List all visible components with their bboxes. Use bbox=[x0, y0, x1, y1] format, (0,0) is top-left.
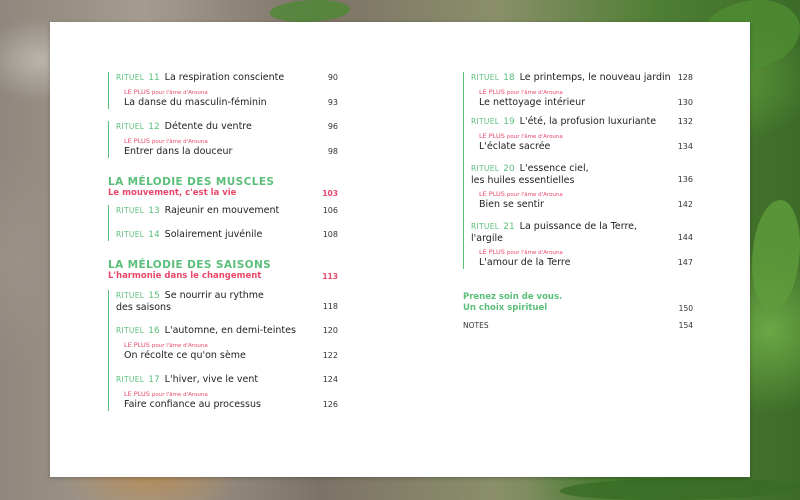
toc-subline[interactable] bbox=[116, 97, 338, 109]
page-number: 108 bbox=[322, 230, 338, 239]
page-number: 124 bbox=[322, 375, 338, 384]
book-spread-table-of-contents bbox=[50, 22, 750, 477]
rituel-keyword: RITUEL bbox=[471, 222, 500, 231]
toc-line[interactable] bbox=[471, 116, 693, 128]
toc-line[interactable] bbox=[116, 72, 338, 84]
rituel-title: L'essence ciel, bbox=[519, 163, 589, 174]
rituel-title: L'hiver, vive le vent bbox=[164, 374, 259, 385]
page-number: 150 bbox=[678, 304, 693, 313]
closing-entry[interactable] bbox=[463, 292, 693, 314]
toc-line[interactable] bbox=[471, 163, 693, 186]
rituel-number: 16 bbox=[148, 326, 160, 336]
page-number: 103 bbox=[322, 189, 338, 198]
page-number: 106 bbox=[322, 206, 338, 215]
toc-subline[interactable] bbox=[471, 257, 693, 269]
rituel-title: Se nourrir au rythme bbox=[164, 290, 264, 301]
subentry-title: Le nettoyage intérieur bbox=[479, 97, 586, 108]
page-number: 134 bbox=[677, 142, 693, 151]
subentry-title: Entrer dans la douceur bbox=[124, 146, 233, 157]
page-number: 118 bbox=[322, 302, 338, 311]
background-photo-leaf bbox=[752, 200, 800, 310]
page-number: 96 bbox=[327, 122, 338, 131]
closing-title: Prenez soin de vous. bbox=[463, 292, 563, 302]
page-number: 113 bbox=[322, 272, 338, 281]
page-number: 120 bbox=[322, 326, 338, 335]
rituel-number: 18 bbox=[503, 73, 515, 83]
page-number: 93 bbox=[327, 98, 338, 107]
le-plus-label: LE PLUS pour l'âme d'Arouna bbox=[124, 137, 208, 145]
rituel-title: Détente du ventre bbox=[164, 121, 252, 132]
page-number: 142 bbox=[677, 200, 693, 209]
toc-line[interactable] bbox=[116, 325, 338, 337]
le-plus-label: LE PLUS pour l'âme d'Arouna bbox=[124, 390, 208, 398]
rituel-title: L'été, la profusion luxuriante bbox=[519, 116, 657, 127]
toc-left-column bbox=[108, 72, 338, 411]
le-plus-label: LE PLUS pour l'âme d'Arouna bbox=[479, 88, 563, 96]
subentry-title: On récolte ce qu'on sème bbox=[124, 350, 246, 361]
page-number: 122 bbox=[322, 351, 338, 360]
closing-subtitle: Un choix spirituel bbox=[463, 303, 548, 313]
page-number: 90 bbox=[327, 73, 338, 82]
le-plus-label: LE PLUS pour l'âme d'Arouna bbox=[479, 132, 563, 140]
rituel-number: 19 bbox=[503, 117, 515, 127]
rituel-title: L'automne, en demi-teintes bbox=[164, 325, 296, 336]
section-title[interactable]: LA MÉLODIE DES SAISONS bbox=[108, 259, 272, 271]
section-saisons bbox=[108, 259, 338, 282]
rituel-title: Le printemps, le nouveau jardin bbox=[519, 72, 671, 83]
rituel-number: 20 bbox=[503, 164, 515, 174]
section-subtitle[interactable]: L'harmonie dans le changement 113 bbox=[108, 271, 338, 281]
section-title[interactable]: LA MÉLODIE DES MUSCLES bbox=[108, 176, 275, 188]
rituel-number: 17 bbox=[148, 375, 160, 385]
toc-line[interactable] bbox=[116, 121, 338, 133]
rituel-number: 21 bbox=[503, 222, 515, 232]
rituel-number: 15 bbox=[148, 291, 160, 301]
subentry-title: Bien se sentir bbox=[479, 199, 544, 210]
toc-entry-rituel-11 bbox=[108, 72, 338, 109]
rituel-keyword: RITUEL bbox=[116, 206, 145, 215]
toc-entry-rituel-15-17 bbox=[108, 290, 338, 411]
rituel-keyword: RITUEL bbox=[116, 122, 145, 131]
background-photo-leaf bbox=[270, 0, 350, 22]
toc-subline[interactable] bbox=[116, 146, 338, 158]
toc-right-column bbox=[463, 72, 693, 330]
notes-label: NOTES bbox=[463, 321, 489, 330]
toc-line[interactable] bbox=[116, 205, 338, 217]
page-number: 130 bbox=[677, 98, 693, 107]
background-photo-leaf bbox=[560, 478, 800, 500]
le-plus-label: LE PLUS pour l'âme d'Arouna bbox=[124, 88, 208, 96]
toc-entry-rituel-13 bbox=[108, 205, 338, 241]
toc-line[interactable] bbox=[471, 72, 693, 84]
toc-line[interactable] bbox=[471, 221, 693, 244]
toc-line[interactable] bbox=[116, 374, 338, 386]
rituel-keyword: RITUEL bbox=[471, 164, 500, 173]
rituel-number: 11 bbox=[148, 73, 160, 83]
subentry-title: L'amour de la Terre bbox=[479, 257, 571, 268]
toc-entry-rituel-18-21 bbox=[463, 72, 693, 269]
toc-line[interactable] bbox=[116, 290, 338, 313]
page-number: 147 bbox=[677, 258, 693, 267]
le-plus-label: LE PLUS pour l'âme d'Arouna bbox=[479, 190, 563, 198]
toc-subline[interactable] bbox=[116, 399, 338, 411]
rituel-keyword: RITUEL bbox=[471, 117, 500, 126]
le-plus-label: LE PLUS pour l'âme d'Arouna bbox=[479, 248, 563, 256]
toc-subline[interactable] bbox=[471, 199, 693, 211]
rituel-title: La puissance de la Terre, bbox=[519, 221, 638, 232]
toc-line[interactable] bbox=[116, 229, 338, 241]
rituel-title-cont: l'argile bbox=[471, 233, 503, 244]
toc-entry-rituel-12 bbox=[108, 121, 338, 158]
rituel-keyword: RITUEL bbox=[116, 326, 145, 335]
le-plus-label: LE PLUS pour l'âme d'Arouna bbox=[124, 341, 208, 349]
toc-subline[interactable] bbox=[471, 97, 693, 109]
rituel-title-cont: les huiles essentielles bbox=[471, 175, 575, 186]
rituel-title-cont: des saisons bbox=[116, 302, 171, 313]
rituel-title: Solairement juvénile bbox=[164, 229, 263, 240]
rituel-number: 12 bbox=[148, 122, 160, 132]
rituel-number: 14 bbox=[148, 230, 160, 240]
page-number: 126 bbox=[322, 400, 338, 409]
page-number: 98 bbox=[327, 147, 338, 156]
rituel-number: 13 bbox=[148, 206, 160, 216]
page-number: 132 bbox=[677, 117, 693, 126]
rituel-keyword: RITUEL bbox=[116, 291, 145, 300]
notes-entry[interactable] bbox=[463, 321, 693, 330]
toc-subline[interactable] bbox=[116, 350, 338, 362]
rituel-keyword: RITUEL bbox=[116, 73, 145, 82]
section-muscles bbox=[108, 176, 338, 199]
section-subtitle[interactable]: Le mouvement, c'est la vie 103 bbox=[108, 188, 338, 198]
subentry-title: La danse du masculin-féminin bbox=[124, 97, 267, 108]
rituel-keyword: RITUEL bbox=[471, 73, 500, 82]
rituel-title: Rajeunir en mouvement bbox=[164, 205, 280, 216]
subentry-title: Faire confiance au processus bbox=[124, 399, 261, 410]
rituel-keyword: RITUEL bbox=[116, 375, 145, 384]
rituel-title: La respiration consciente bbox=[164, 72, 285, 83]
page-number: 144 bbox=[677, 233, 693, 242]
rituel-keyword: RITUEL bbox=[116, 230, 145, 239]
toc-subline[interactable] bbox=[471, 141, 693, 153]
page-number: 128 bbox=[677, 73, 693, 82]
page-number: 154 bbox=[678, 321, 693, 330]
subentry-title: L'éclate sacrée bbox=[479, 141, 551, 152]
page-number: 136 bbox=[677, 175, 693, 184]
